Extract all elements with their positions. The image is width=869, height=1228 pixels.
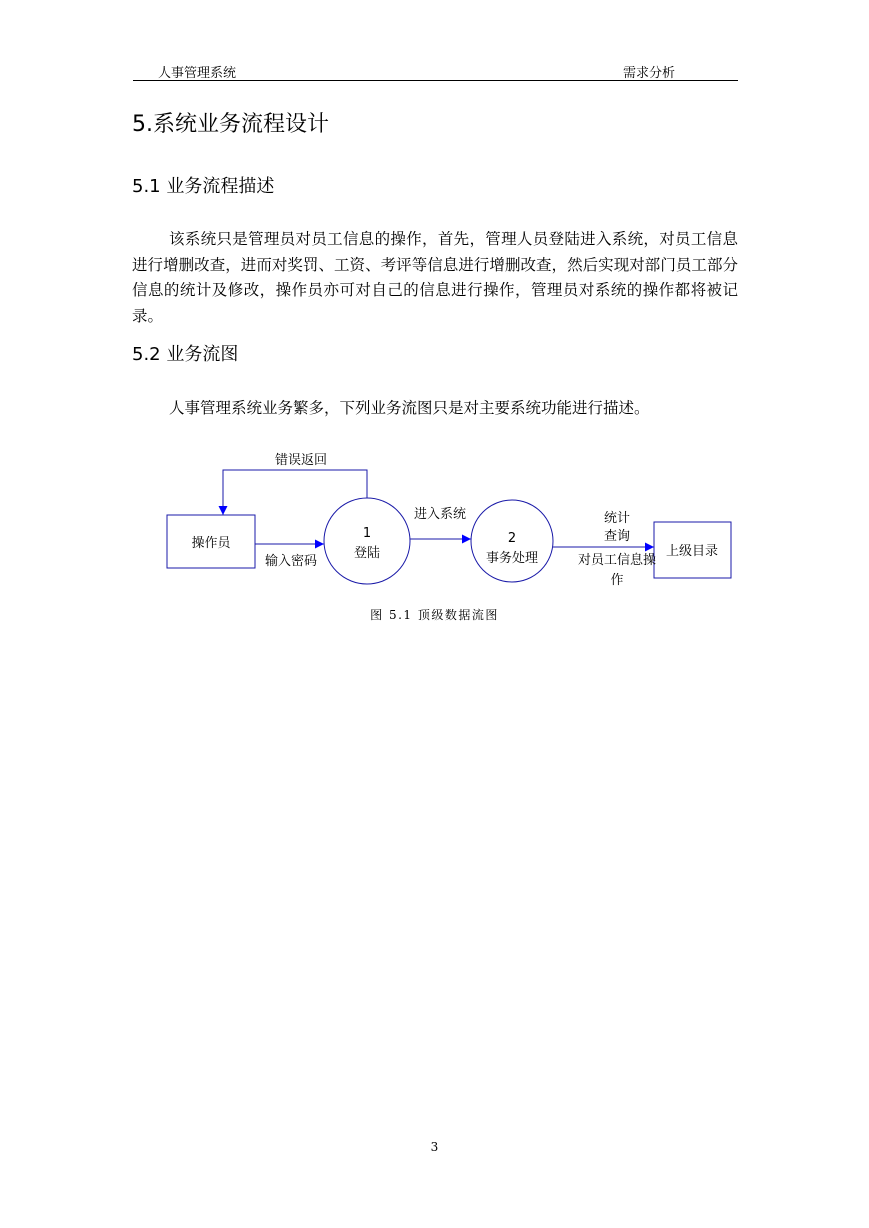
stat-label-3: 对员工信息操 xyxy=(577,553,657,568)
stat-label-1: 统计 xyxy=(603,511,631,526)
header-right: 需求分析 xyxy=(623,66,676,81)
login-label: 登陆 xyxy=(353,546,381,561)
header-rule xyxy=(133,80,738,81)
enter-system-label: 进入系统 xyxy=(413,507,467,522)
paragraph-1: 该系统只是管理员对员工信息的操作，首先，管理人员登陆进入系统，对员工信息进行增删改查，进而对奖罚、工资、考评等信息进行增删改查，然后实现对部门员工部分信息的统计及修改，操作员亦可对自己的信息进行操作，管理员对系统的操作都将被记录。 xyxy=(132,230,738,325)
header-left: 人事管理系统 xyxy=(158,66,237,81)
login-number: 1 xyxy=(362,526,372,541)
stat-label-2: 查询 xyxy=(603,529,631,544)
page-number: 3 xyxy=(430,1140,439,1154)
subsection-title-1: 5.1 业务流程描述 xyxy=(132,176,275,197)
paragraph-2: 人事管理系统业务繁多，下列业务流图只是对主要系统功能进行描述。 xyxy=(169,399,650,417)
login-circle xyxy=(324,498,410,584)
subsection-title-2: 5.2 业务流图 xyxy=(132,344,239,365)
data-flow-diagram xyxy=(160,440,740,600)
error-return-arrow xyxy=(223,470,367,515)
input-password-label: 输入密码 xyxy=(264,554,318,569)
process-number: 2 xyxy=(507,531,517,546)
operator-label: 操作员 xyxy=(191,536,231,551)
superior-label: 上级目录 xyxy=(665,544,719,559)
stat-label-4: 作 xyxy=(610,573,624,588)
section-title: 5.系统业务流程设计 xyxy=(132,112,329,137)
process-label: 事务处理 xyxy=(485,551,539,566)
error-return-label: 错误返回 xyxy=(274,453,328,468)
figure-caption: 图 5.1 顶级数据流图 xyxy=(370,608,499,622)
